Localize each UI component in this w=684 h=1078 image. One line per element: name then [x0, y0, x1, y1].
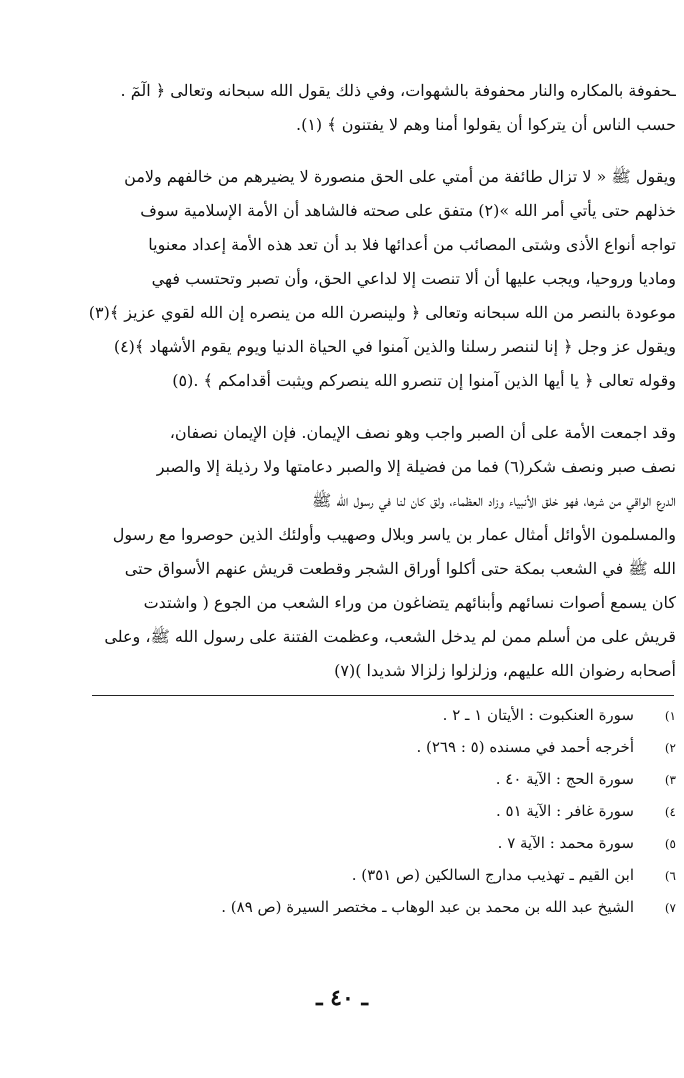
footnote-number: ٤)	[664, 805, 676, 819]
footnote-text: أخرجه أحمد في مسنده (٥ : ٢٦٩) .	[416, 738, 634, 756]
footnotes	[150, 706, 676, 930]
footnote-number: ١)	[664, 709, 676, 723]
text-line: وقوله تعالى ﴿ يا أيها الذين آمنوا إن تنصرو الله ينصركم ويثبت أقدامكم ﴾ .(٥)	[172, 371, 676, 390]
footnote-number: ٥)	[664, 837, 676, 851]
text-line: نصف صبر ونصف شكر(٦) فما من فضيلة إلا والصبر دعامتها ولا رذيلة إلا والصبر	[156, 457, 676, 476]
text-line: حسب الناس أن يتركوا أن يقولوا أمنا وهم لا يفتنون ﴾ (١).	[295, 115, 676, 134]
text-line: كان يسمع أصوات نسائهم وأبنائهم يتضاغون من وراء الشعب من الجوع ( واشتدت	[143, 593, 676, 612]
footnote-item	[150, 770, 676, 802]
footnote-text: سورة محمد : الآية ٧ .	[497, 834, 634, 852]
paragraph-3	[80, 416, 676, 688]
text-line: خذلهم حتى يأتي أمر الله »(٢) متفق على صحته فالشاهد أن الأمة الإسلامية سوف	[140, 201, 676, 220]
footnote-item	[150, 866, 676, 898]
text-line: الله ﷺ في الشعب بمكة حتى أكلوا أوراق الشجر وقطعت قريش عنهم الأسواق حتى	[124, 559, 676, 578]
footnote-item	[150, 834, 676, 866]
text-line: والمسلمون الأوائل أمثال عمار بن ياسر وبلال وصهيب وأولئك الذين حوصروا مع رسول	[112, 525, 676, 544]
main-text	[80, 74, 676, 688]
footnote-text: سورة العنكبوت : الأيتان ١ ـ ٢ .	[442, 706, 634, 724]
footnote-item	[150, 802, 676, 834]
page-number: ـ ٤٠ ـ	[316, 985, 368, 1011]
footnote-item	[150, 738, 676, 770]
footnote-text: سورة غافر : الآية ٥١ .	[495, 802, 634, 820]
footnote-divider	[92, 695, 674, 696]
footnote-text: ابن القيم ـ تهذيب مدارج السالكين (ص ٣٥١) .	[351, 866, 634, 884]
paragraph-1	[80, 74, 676, 142]
text-line: ويقول ﷺ « لا تزال طائفة من أمتي على الحق منصورة لا يضيرهم من خالفهم ولامن	[124, 167, 676, 186]
text-line: أصحابه رضوان الله عليهم، وزلزلوا زلزالا شديدا )(٧)	[334, 661, 676, 680]
footnote-item	[150, 706, 676, 738]
text-line: تواجه أنواع الأذى وشتى المصائب من أعدائها فلا بد أن تعد هذه الأمة إعداد معنويا	[148, 235, 676, 254]
footnote-text: سورة الحج : الآية ٤٠ .	[495, 770, 634, 788]
text-line: موعودة بالنصر من الله سبحانه وتعالى ﴿ ولينصرن الله من ينصره إن الله لقوي عزيز ﴾(٣)	[88, 303, 676, 322]
footnote-text: الشيخ عبد الله بن محمد بن عبد الوهاب ـ مختصر السيرة (ص ٨٩) .	[221, 898, 634, 916]
footnote-number: ٢)	[664, 741, 676, 755]
paragraph-2	[80, 160, 676, 398]
text-line: ويقول عز وجل ﴿ إنا لننصر رسلنا والذين آمنوا في الحياة الدنيا ويوم يقوم الأشهاد ﴾(٤)	[113, 337, 676, 356]
footnote-number: ٣)	[664, 773, 676, 787]
footnote-number: ٧)	[664, 901, 676, 915]
text-line: الدرع الواقي من شرها، فهو خلق الأنبياء وزاد العظماء، ولق كان لنا في رسول الله ﷺ	[312, 491, 676, 510]
text-line: وماديا وروحيا، ويجب عليها أن ألا تنصت إلا لداعي الحق، وأن تصبر وتحتسب فهي	[151, 269, 676, 288]
text-line: وقد اجمعت الأمة على أن الصبر واجب وهو نصف الإيمان. فإن الإيمان نصفان،	[169, 423, 676, 442]
text-line: ـحفوفة بالمكاره والنار محفوفة بالشهوات، وفي ذلك يقول الله سبحانه وتعالى ﴿ الٓمٓ .	[120, 81, 676, 100]
footnote-item	[150, 898, 676, 930]
text-line: قريش على من أسلم ممن لم يدخل الشعب، وعظمت الفتنة على رسول الله ﷺ، وعلى	[104, 627, 676, 646]
footnote-number: ٦)	[664, 869, 676, 883]
